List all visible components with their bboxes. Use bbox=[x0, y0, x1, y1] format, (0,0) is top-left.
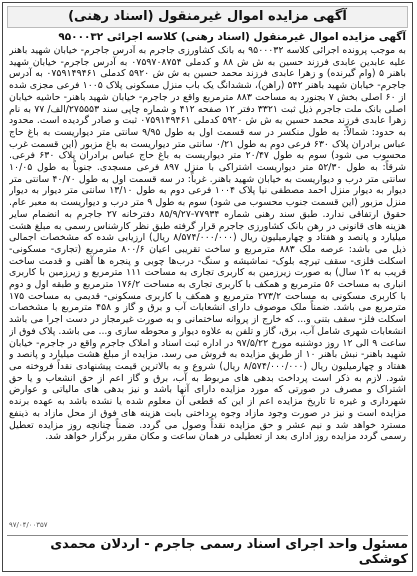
auction-notice bbox=[2, 2, 413, 572]
signature-block bbox=[7, 535, 408, 568]
notice-reference-code: ۹۷/۰۴/۰۰۳۵۷ bbox=[9, 521, 48, 529]
notice-title-bar bbox=[7, 6, 408, 28]
case-number-line: آگهی مزایده اموال غیرمنقول (اسناد رهنی) کلاسه اجرائی ۹۵۰۰۰۳۲ bbox=[58, 31, 406, 43]
signatory: مسئول واحد اجرای اسناد رسمی جاجرم - اردلان محمدی کوشکی bbox=[50, 537, 408, 567]
notice-body: به موجب پرونده اجرائی کلاسه ۹۵۰۰۰۳۲ به بانک کشاورزی جاجرم به آدرس جاجرم- خیابان شهید باهنر علیه عابدین عابدی فرزند حسین به ش ش ۸۸ و کدملی ۰۷۵۹۷۰۸۷۵۴ به آدرس جاجرم- خیابان شهید باهنر ۵ (وام گیرنده) و زهرا عابدی فرزند محمد حسین به ش ش ۵۹۲۰ کدملی ۰۷۵۹۱۴۹۴۶۱ به آدرس جاجرم- خیابان شهید باهنر ۵۴۲ (راهن)، ششدانگ یک باب منزل مسکونی پلاک ۱۰۰۵ فرعی مجزی شده از ۶۰ اصلی بخش ۷ بجنورد به مساحت ۸۸۳ مترمربع واقع در جاجرم- خیابان شهید باهنر- حاشیه خیابان اصلی بانک ملت جاجرم ذیل ثبت ۳۳۲۱ دفتر ۱۲ صفحه ۴۱۲ و شماره چاپی سند ۲۷۵۵۵۳/الف/ ۷۷ به نام زهرا عابدی فرزند محمد حسین به ش ش ۵۹۲۰ کدملی ۰۷۵۹۱۴۹۴۶۱ ثبت و صادر گردیده است. محدود به حدود: شمالاً: به طول منکسر در سه قسمت اول به طول ۹/۹۵ سانتی متر دیواریست به باغ حاج عباس برادران پلاک ۶۳۰ فرعی دوم به طول ۰/۲۱ سانتی متر دیواریست به باغ مزبور (این قسمت غرب محسوب می شود) سوم به طول ۲۰/۴۷ متر دیواریست به باغ حاج عباس برادران پلاک ۶۳۰ فرعی. شرقاً: به طول ۵۲/۳۰ متر دیواریست اشتراکی با منزل ۸۹۷ فرعی مسجدی. جنوباً به طول ۱۰/۰۵ سانتی متر درب و دیواریست به خیابان شهید باهنر. غرباً: در سه قسمت اول به طول ۴۰/۷۰ سانتی متر دیوار به دیوار منزل احمد مصطفی نیا پلاک ۱۰۰۴ فرعی دوم به طول ۱۳/۱۰ سانتی متر دیوار به دیوار منزل مزبور (این قسمت جنوب محسوب می شود) سوم به طول ۹ متر درب و دیواریست به معبر عام. حقوق ارتفاقی ندارد. طبق سند رهنی شماره ۷۷۹۳۴-۸۵/۹/۲۷ دفترخانه ۲۷ جاجرم به انضمام سایر هزینه های قانونی در رهن بانک کشاورزی جاجرم قرار گرفته طبق نظر کارشناس رسمی به مبلغ هشت میلیارد و پانصد و هفتاد و چهارمیلیون ریال (۸/۵۷۴/۰۰۰/۰۰۰ ریال) ارزیابی شده که مشخصات اجمالی ذیل می باشد: عرصه ملک ۸۸۳ مترمربع و ساخت تقریبی اعیان ۸۰۰/۶ مترمربع (تجاری- مسکونی- اسکلت فلزی- سقف تیرچه بلوک- نماشیشه و سنگ- درب‌ها چوبی و پنجره ها آهنی و قدمت ساخت قریب به ۱۲ سال) به صورت زیرزمین به کاربری تجاری به مساحت ۱۱۱ مترمربع و زیرزمین با کاربری انباری به مساحت ۵۶ مترمربع و همکف با کاربری تجاری به مساحت ۱۷۶/۲ مترمربع و طبقه اول و دوم با کاربری مسکونی به مساحت ۲۷۳/۲ مترمربع و همکف با کاربری مسکونی- قدیمی به مساحت ۱۷۵ مترمربع می باشد. ضمناً ملک موصوف دارای انشعابات آب و برق و گاز و ۴۵۸ مترمربع با مشخصات اسکلت فلز- سقف بتنی و... که خارج از پروانه ساختمانی و به صورت غیرمجاز در دست اجرا می باشد انشعابات شهری شامل آب، برق، گاز و تلفن به علاوه دیوار و محوطه سازی و... می باشد. پلاک فوق از ساعت ۹ الی ۱۲ روز دوشنبه مورخ ۹۷/۵/۲۲ در اداره ثبت اسناد و املاک جاجرم واقع در جاجرم- خیابان شهید باهنر- نبش باهنر ۱۰ از طریق مزایده به فروش می رسد. مزایده از مبلغ هشت میلیارد و پانصد و هفتاد و چهارمیلیون ریال (۸/۵۷۴/۰۰۰/۰۰۰ ریال) شروع و به بالاترین قیمت پیشنهادی نقداً فروخته می شود. لازم به ذکر است پرداخت بدهی های مربوط به آب، برق و گاز اعم از حق انشعاب و یا حق اشتراک و مصرف در صورتی که مورد مزایده دارای آنها باشد و نیز بدهی های مالیاتی و عوارض شهرداری و غیره تا تاریخ مزایده اعم از این که قطعی آن معلوم شده یا نشده باشد به عهده برنده مزایده است و نیز در صورت وجود مازاد وجوه پرداختی بابت هزینه های فوق از محل مازاد به ذینفع مسترد خواهد شد و نیم عشر و حق مزایده نقداً وصول می گردد. ضمناً چنانچه روز مزایده تعطیل رسمی گردد مزایده روز اداری بعد از تعطیلی در همان ساعت و مکان مقرر برگزار خواهد شد. bbox=[9, 45, 406, 443]
notice-title: آگهی مزایده اموال غیرمنقول (اسناد رهنی) bbox=[68, 9, 347, 24]
